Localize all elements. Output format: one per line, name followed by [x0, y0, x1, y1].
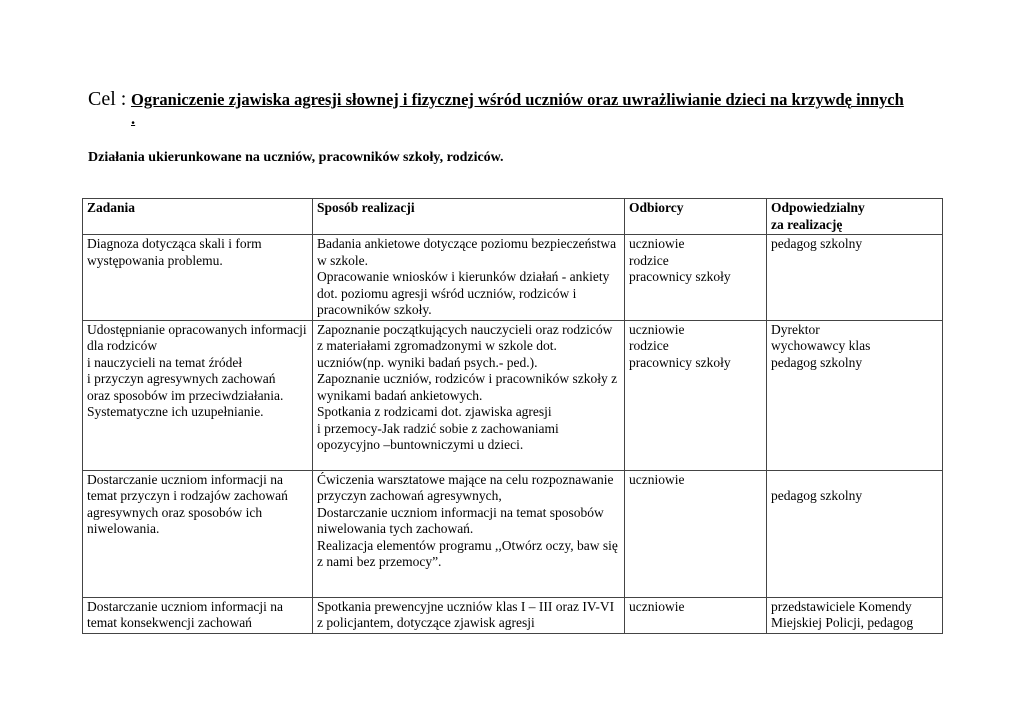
cell-method: Spotkania prewencyjne uczniów klas I – III oraz IV-VI z policjantem, dotyczące zjawisk agresji	[313, 597, 625, 633]
header-tasks: Zadania	[83, 199, 313, 235]
section-subtitle: Działania ukierunkowane na uczniów, pracowników szkoły, rodziców.	[88, 150, 504, 165]
cell-responsible-text: pedagog szkolny	[771, 487, 863, 503]
goal-label: Cel :	[88, 88, 127, 110]
cell-task: Dostarczanie uczniom informacji na temat przyczyn i rodzajów zachowań agresywnych oraz sposobów ich niwelowania.	[83, 470, 313, 597]
cell-task: Dostarczanie uczniom informacji na temat konsekwencji zachowań	[83, 597, 313, 633]
table-row	[83, 597, 943, 633]
table-row	[83, 470, 943, 597]
cell-responsible: Dyrektor wychowawcy klas pedagog szkolny	[767, 320, 943, 470]
header-responsible: Odpowiedzialny za realizację	[767, 199, 943, 235]
header-recipients: Odbiorcy	[625, 199, 767, 235]
goal-text: Ograniczenie zjawiska agresji słownej i fizycznej wśród uczniów oraz uwrażliwianie dzieci na krzywdę innych .	[131, 90, 904, 128]
cell-task: Udostępnianie opracowanych informacji dla rodziców i nauczycieli na temat źródeł i przyczyn agresywnych zachowań oraz sposobów im przeciwdziałania. Systematyczne ich uzupełnianie.	[83, 320, 313, 470]
cell-recipients: uczniowie	[625, 597, 767, 633]
header-method: Sposób realizacji	[313, 199, 625, 235]
cell-method: Badania ankietowe dotyczące poziomu bezpieczeństwa w szkole. Opracowanie wniosków i kierunków działań - ankiety dot. poziomu agresji wśród uczniów, rodziców i pracowników szkoły.	[313, 235, 625, 321]
table-row	[83, 235, 943, 321]
action-plan-table	[82, 198, 943, 634]
cell-method: Ćwiczenia warsztatowe mające na celu rozpoznawanie przyczyn zachowań agresywnych, Dostarczanie uczniom informacji na temat sposobów niwelowania tych zachowań. Realizacja elementów programu ,,Otwórz oczy, baw się z nami bez przemocy”.	[313, 470, 625, 597]
cell-responsible	[767, 470, 943, 597]
cell-recipients: uczniowie rodzice pracownicy szkoły	[625, 235, 767, 321]
cell-recipients: uczniowie rodzice pracownicy szkoły	[625, 320, 767, 470]
table-row	[83, 320, 943, 470]
cell-method: Zapoznanie początkujących nauczycieli oraz rodziców z materiałami zgromadzonymi w szkole dot. uczniów(np. wyniki badań psych.- ped.). Zapoznanie uczniów, rodziców i pracowników szkoły z wynikami badań ankietowych. Spotkania z rodzicami dot. zjawiska agresji i przemocy-Jak radzić sobie z zachowaniami opozycyjno –buntowniczymi u dzieci.	[313, 320, 625, 470]
cell-responsible: pedagog szkolny	[767, 235, 943, 321]
table-header-row	[83, 199, 943, 235]
cell-task: Diagnoza dotycząca skali i form występowania problemu.	[83, 235, 313, 321]
cell-responsible: przedstawiciele Komendy Miejskiej Policji, pedagog	[767, 597, 943, 633]
cell-recipients: uczniowie	[625, 470, 767, 597]
